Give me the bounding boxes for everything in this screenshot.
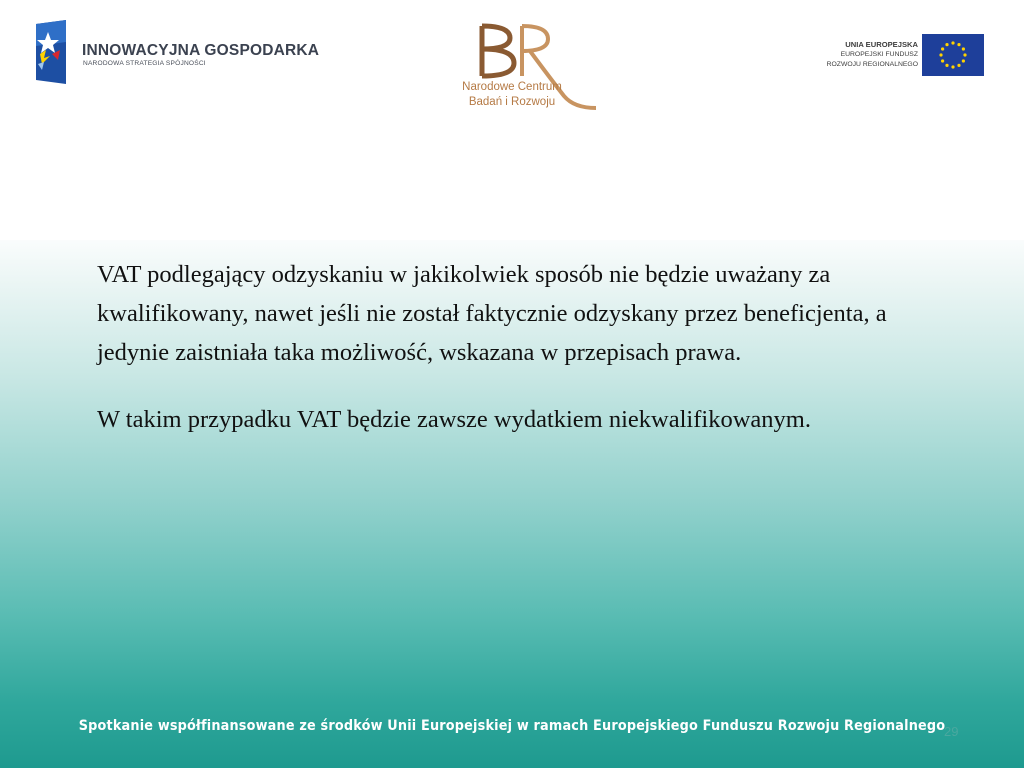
eu-star-icon: [939, 53, 942, 56]
eu-logo-text: [827, 40, 918, 70]
eu-flag-icon: [922, 34, 984, 76]
ig-logo-title: INNOWACYJNA GOSPODARKA: [82, 42, 320, 59]
eu-logo-line2: EUROPEJSKI FUNDUSZ: [840, 51, 918, 58]
eu-star-icon: [957, 64, 960, 67]
eu-star-icon: [945, 64, 948, 67]
eu-logo-line3: ROZWOJU REGIONALNEGO: [826, 61, 918, 68]
eu-star-icon: [941, 59, 944, 62]
eu-star-icon: [941, 47, 944, 50]
footer-cofinancing-note: Spotkanie współfinansowane ze środków Unii Europejskiej w ramach Europejskiego Funduszu Rozwoju Regionalnego: [78, 717, 946, 734]
ncbr-logo-line1: Narodowe Centrum: [462, 81, 562, 93]
innowacyjna-gospodarka-logo: [30, 20, 320, 84]
eu-logo-line1: UNIA EUROPEJSKA: [845, 40, 918, 49]
eu-logo: [808, 34, 988, 78]
eu-star-icon: [963, 53, 966, 56]
page-number: 29: [944, 724, 959, 739]
ncbr-logo-line2: Badań i Rozwoju: [468, 96, 556, 108]
paragraph-vat-recoverable: VAT podlegający odzyskaniu w jakikolwiek sposób nie będzie uważany za kwalifikowany, nawet jeśli nie został faktycznie odzyskany przez beneficjenta, a jedynie zaistniała taka możliwość, wskazana w przepisach prawa.: [97, 261, 887, 366]
ncbr-logo: [452, 18, 602, 118]
eu-star-icon: [945, 43, 948, 46]
paragraph-vat-non-eligible: W takim przypadku VAT będzie zawsze wydatkiem niekwalifikowanym.: [97, 406, 811, 433]
ig-emblem-icon: [30, 20, 74, 84]
eu-star-icon: [951, 41, 954, 44]
eu-star-icon: [962, 47, 965, 50]
eu-star-icon: [962, 59, 965, 62]
eu-star-icon: [951, 65, 954, 68]
slide-content: [97, 255, 947, 467]
ig-logo-subtitle: NARODOWA STRATEGIA SPÓJNOŚCI: [83, 60, 206, 67]
eu-star-icon: [957, 43, 960, 46]
